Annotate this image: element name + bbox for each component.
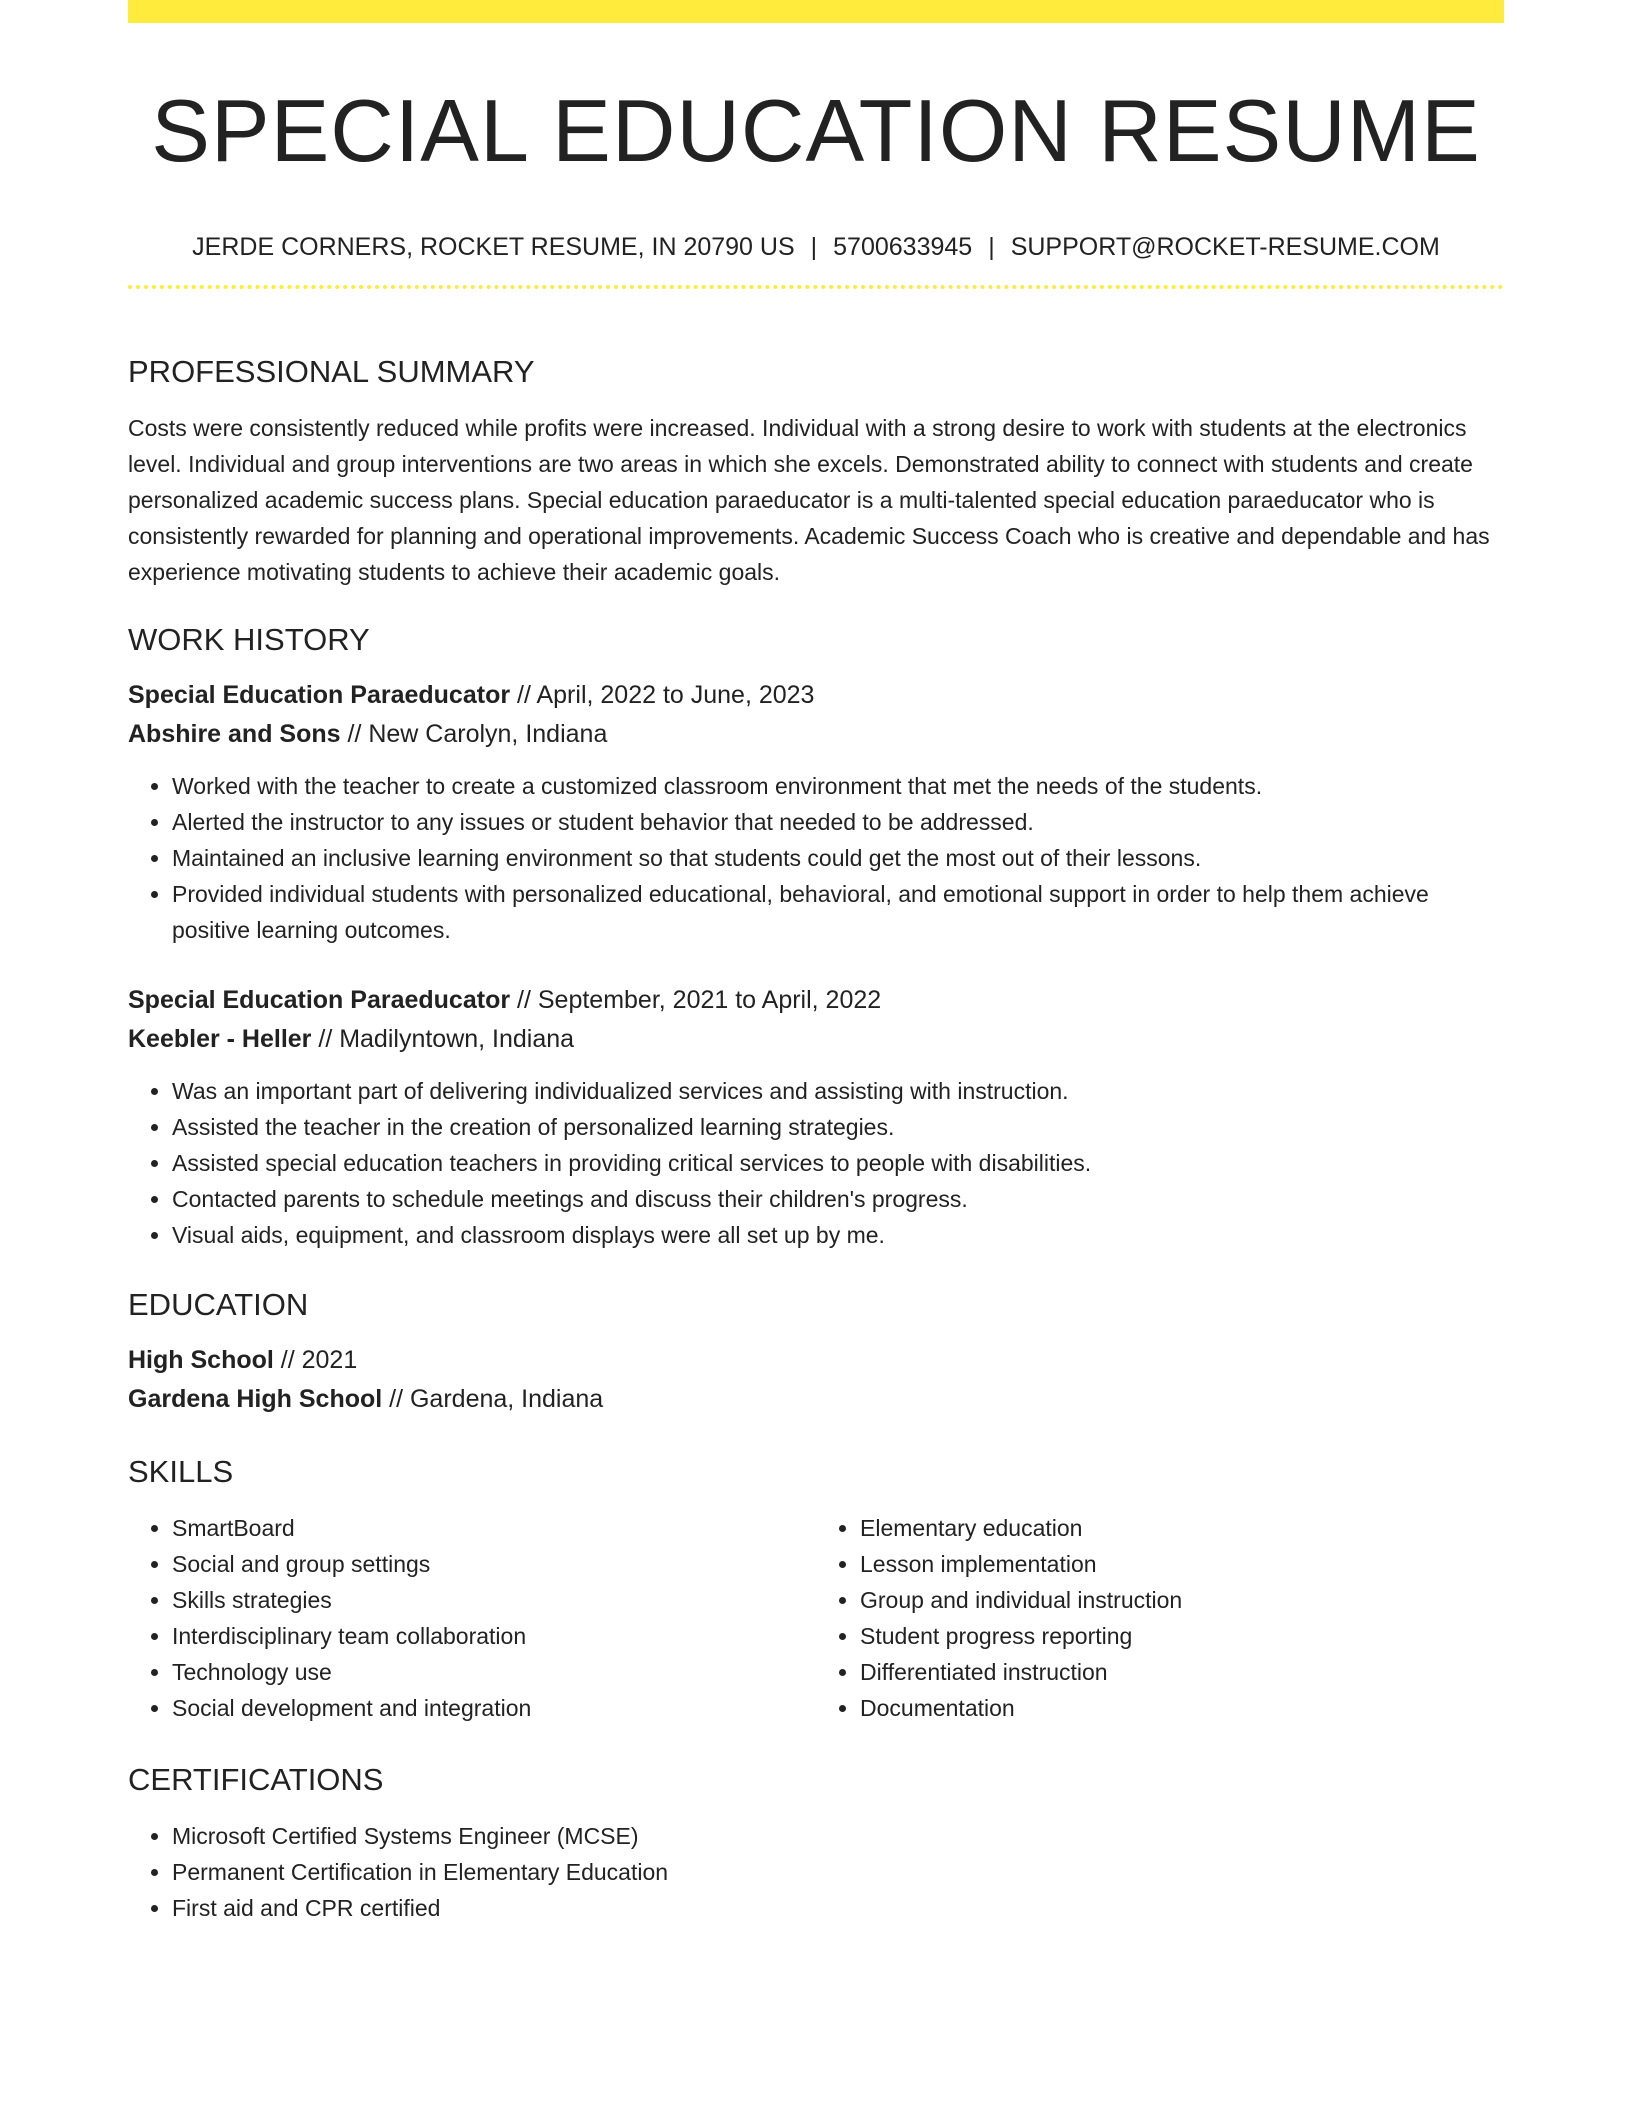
contact-address: JERDE CORNERS, ROCKET RESUME, IN 20790 US [192, 233, 795, 261]
list-item: • Worked with the teacher to create a customized classroom environment that met the needs of the students. [172, 768, 1504, 804]
skills-section [128, 1452, 1504, 1726]
job-title-line [128, 676, 1504, 715]
skills-columns [128, 1510, 1504, 1726]
education-location: // Gardena, Indiana [382, 1385, 604, 1413]
certifications-list [128, 1818, 1504, 1926]
contact-phone: 5700633945 [833, 233, 973, 261]
job-company: Abshire and Sons [128, 720, 341, 748]
list-item: • Maintained an inclusive learning environment so that students could get the most out of their lessons. [172, 840, 1504, 876]
job-company-line [128, 1020, 1504, 1059]
job-entry [128, 676, 1504, 948]
accent-bar [128, 0, 1504, 23]
certifications-section [128, 1760, 1504, 1926]
education-school: Gardena High School [128, 1385, 383, 1413]
job-dates: // April, 2022 to June, 2023 [510, 681, 815, 709]
list-item: • Elementary education [860, 1510, 1504, 1546]
list-item: • Visual aids, equipment, and classroom displays were all set up by me. [172, 1217, 1504, 1253]
job-bullets [128, 768, 1504, 948]
list-item: • First aid and CPR certified [172, 1890, 1504, 1926]
job-company: Keebler - Heller [128, 1025, 312, 1053]
education-year: // 2021 [273, 1346, 358, 1374]
job-role: Special Education Paraeducator [128, 681, 511, 709]
list-item: • Assisted special education teachers in providing critical services to people with disabilities. [172, 1145, 1504, 1181]
list-item: • Student progress reporting [860, 1618, 1504, 1654]
education-degree: High School [128, 1346, 274, 1374]
contact-separator: | [988, 233, 995, 261]
resume-title: SPECIAL EDUCATION RESUME [151, 81, 1481, 180]
list-item: • Alerted the instructor to any issues or student behavior that needed to be addressed. [172, 804, 1504, 840]
list-item: • SmartBoard [172, 1510, 816, 1546]
education-entry [128, 1341, 1504, 1419]
job-dates: // September, 2021 to April, 2022 [510, 986, 882, 1014]
education-degree-line [128, 1341, 1504, 1380]
job-location: // New Carolyn, Indiana [340, 720, 608, 748]
contact-separator: | [810, 233, 818, 261]
list-item: • Provided individual students with personalized educational, behavioral, and emotional support in order to help them achieve positive learning outcomes. [172, 876, 1504, 948]
section-title-skills: SKILLS [128, 1454, 234, 1489]
work-history-section [128, 620, 1504, 1253]
resume-page [128, 0, 1504, 1921]
section-title-work-history: WORK HISTORY [128, 622, 370, 657]
skills-list-left [128, 1510, 816, 1726]
list-item: • Microsoft Certified Systems Engineer (MCSE) [172, 1818, 1504, 1854]
list-item: • Lesson implementation [860, 1546, 1504, 1582]
section-title-certifications: CERTIFICATIONS [128, 1762, 384, 1797]
job-bullets [128, 1073, 1504, 1253]
list-item: • Social and group settings [172, 1546, 816, 1582]
list-item: • Permanent Certification in Elementary Education [172, 1854, 1504, 1890]
list-item: • Contacted parents to schedule meetings and discuss their children's progress. [172, 1181, 1504, 1217]
dotted-divider [128, 285, 1504, 289]
summary-text: Costs were consistently reduced while profits were increased. Individual with a strong desire to work with students at the electronics level. Individual and group interventions are two areas in which she excels. Demonstrated ability to connect with students and create personalized academic success plans. Special education paraeducator is a multi-talented special education paraeducator who is consistently rewarded for planning and operational improvements. Academic Success Coach who is creative and dependable and has experience motivating students to achieve their academic goals. [128, 415, 1490, 585]
list-item: • Interdisciplinary team collaboration [172, 1618, 816, 1654]
summary-section [128, 352, 1504, 590]
list-item: • Was an important part of delivering individualized services and assisting with instruction. [172, 1073, 1504, 1109]
list-item: • Social development and integration [172, 1690, 816, 1726]
list-item: • Differentiated instruction [860, 1654, 1504, 1690]
list-item: • Technology use [172, 1654, 816, 1690]
skills-list-right [816, 1510, 1504, 1726]
list-item: • Group and individual instruction [860, 1582, 1504, 1618]
job-company-line [128, 715, 1504, 754]
list-item: • Documentation [860, 1690, 1504, 1726]
job-location: // Madilyntown, Indiana [311, 1025, 575, 1053]
job-role: Special Education Paraeducator [128, 986, 511, 1014]
contact-line [128, 231, 1504, 263]
job-entry [128, 981, 1504, 1253]
list-item: • Assisted the teacher in the creation of personalized learning strategies. [172, 1109, 1504, 1145]
section-title-summary: PROFESSIONAL SUMMARY [128, 354, 535, 389]
education-section [128, 1285, 1504, 1419]
education-school-line [128, 1380, 1504, 1419]
contact-email: SUPPORT@ROCKET-RESUME.COM [1010, 233, 1440, 261]
job-title-line [128, 981, 1504, 1020]
list-item: • Skills strategies [172, 1582, 816, 1618]
section-title-education: EDUCATION [128, 1287, 309, 1322]
